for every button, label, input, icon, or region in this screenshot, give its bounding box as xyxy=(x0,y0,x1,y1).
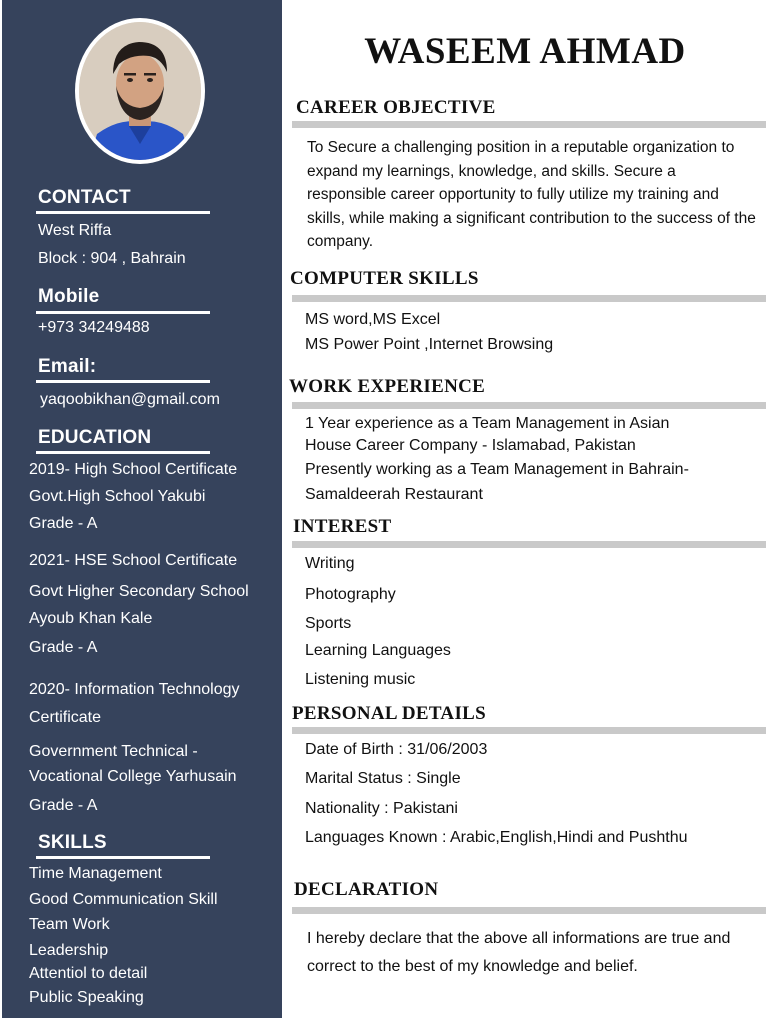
education-line: 2021- HSE School Certificate xyxy=(29,552,238,569)
sidebar xyxy=(2,0,282,1018)
email-rule xyxy=(36,380,210,383)
career-objective-text: To Secure a challenging position in a reputable organization to expand my learnings, knowledge, and skills. Secure a responsible career opportunity to fully utilize my training and skills, while making a significant contribution to the success of the company. xyxy=(307,139,756,250)
contact-heading: CONTACT xyxy=(38,187,131,208)
contact-line: Block : 904 , Bahrain xyxy=(38,250,186,267)
interest-item: Photography xyxy=(305,586,396,603)
career-objective-heading: CAREER OBJECTIVE xyxy=(296,97,496,118)
education-line: Ayoub Khan Kale xyxy=(29,610,153,627)
education-line: Grade - A xyxy=(29,797,98,814)
skill-item: Time Management xyxy=(29,865,162,882)
personal-detail-line: Marital Status : Single xyxy=(305,770,461,787)
email-address: yaqoobikhan@gmail.com xyxy=(40,391,220,408)
interest-item: Listening music xyxy=(305,671,416,688)
education-line: Grade - A xyxy=(29,515,98,532)
profile-photo-frame xyxy=(75,18,205,164)
interest-rule xyxy=(292,541,766,548)
interest-item: Learning Languages xyxy=(305,642,451,659)
career-objective-rule xyxy=(292,121,766,128)
education-line: 2019- High School Certificate xyxy=(29,461,238,478)
personal-detail-line: Nationality : Pakistani xyxy=(305,800,458,817)
interest-item: Sports xyxy=(305,615,352,632)
computer-skill-line: MS Power Point ,Internet Browsing xyxy=(305,336,554,353)
declaration-heading: DECLARATION xyxy=(294,879,439,900)
education-heading: EDUCATION xyxy=(38,427,152,448)
declaration-rule xyxy=(292,907,766,914)
personal-detail-line: Date of Birth : 31/06/2003 xyxy=(305,741,488,758)
candidate-name: WASEEM AHMAD xyxy=(364,31,686,72)
declaration-text: I hereby declare that the above all informations are true and correct to the best of my knowledge and belief. xyxy=(307,930,731,975)
personal-detail-line: Languages Known : Arabic,English,Hindi and Pushthu xyxy=(305,829,688,846)
work-experience-line: 1 Year experience as a Team Management in Asian xyxy=(305,415,670,432)
work-experience-line: House Career Company - Islamabad, Pakistan xyxy=(305,437,636,454)
mobile-number: +973 34249488 xyxy=(38,319,150,336)
mobile-heading: Mobile xyxy=(38,286,100,307)
education-line: Grade - A xyxy=(29,639,98,656)
skill-item: Public Speaking xyxy=(29,989,144,1006)
contact-rule xyxy=(36,211,210,214)
email-heading: Email: xyxy=(38,356,97,377)
interest-heading: INTEREST xyxy=(293,516,392,537)
personal-details-heading: PERSONAL DETAILS xyxy=(292,703,486,724)
education-rule xyxy=(36,451,210,454)
skills-heading: SKILLS xyxy=(38,832,107,853)
work-experience-heading: WORK EXPERIENCE xyxy=(289,376,486,397)
skill-item: Team Work xyxy=(29,916,110,933)
work-experience-line: Presently working as a Team Management in Bahrain- xyxy=(305,461,689,478)
mobile-rule xyxy=(36,311,210,314)
skills-rule xyxy=(36,856,210,859)
education-line: Vocational College Yarhusain xyxy=(29,768,237,785)
work-experience-rule xyxy=(292,402,766,409)
contact-line: West Riffa xyxy=(38,222,112,239)
work-experience-line: Samaldeerah Restaurant xyxy=(305,486,483,503)
education-line: 2020- Information Technology xyxy=(29,681,240,698)
profile-photo xyxy=(79,22,201,160)
education-line: Government Technical - xyxy=(29,743,198,760)
skill-item: Leadership xyxy=(29,942,109,959)
personal-details-rule xyxy=(292,727,766,734)
education-line: Govt.High School Yakubi xyxy=(29,488,206,505)
skill-item: Attentiol to detail xyxy=(29,965,148,982)
computer-skills-rule xyxy=(292,295,766,302)
education-line: Certificate xyxy=(29,709,102,726)
skill-item: Good Communication Skill xyxy=(29,891,218,908)
interest-item: Writing xyxy=(305,555,355,572)
computer-skill-line: MS word,MS Excel xyxy=(305,311,441,328)
computer-skills-heading: COMPUTER SKILLS xyxy=(290,268,479,289)
education-line: Govt Higher Secondary School xyxy=(29,583,249,600)
